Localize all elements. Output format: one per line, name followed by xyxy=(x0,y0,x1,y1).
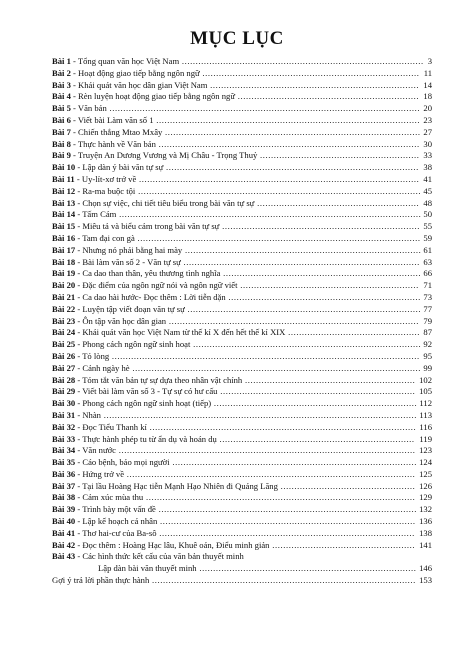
toc-page-number: 146 xyxy=(419,563,432,574)
toc-page-number: 30 xyxy=(423,138,432,149)
toc-page-number: 116 xyxy=(419,421,432,432)
toc-entry-text: Bài 24 - Khái quát văn học Việt Nam từ thế kỉ X đến hết thế kỉ XIX ................................................ xyxy=(52,327,421,338)
toc-entry[interactable] xyxy=(0,528,474,540)
toc-leader-dots: ........................................................... xyxy=(254,197,420,208)
toc-page-number: 102 xyxy=(419,374,432,385)
toc-entry[interactable] xyxy=(0,327,474,339)
toc-page-number: 14 xyxy=(423,79,432,90)
toc-entry[interactable] xyxy=(0,209,474,221)
toc-entry[interactable] xyxy=(0,103,474,115)
toc-entry-label: Bài 14 xyxy=(52,209,76,220)
toc-page-number: 3 xyxy=(427,56,432,66)
toc-entry-title: Chiến thắng Mtao Mxây xyxy=(78,126,163,137)
toc-entry-text: Bài 6 - Viết bài Làm văn số 1 ................................................................................................ xyxy=(52,114,421,125)
toc-entry-label: Bài 6 xyxy=(52,114,71,125)
toc-entry-title: Miêu tả và biểu cảm trong bài văn tự sự xyxy=(82,221,220,232)
toc-page-number: 123 xyxy=(419,445,432,456)
toc-entry[interactable] xyxy=(0,540,474,552)
toc-leader-dots: ................................................................................................ xyxy=(149,575,416,586)
toc-entry-label: Bài 41 xyxy=(52,527,76,538)
toc-page-number: 33 xyxy=(423,150,432,161)
toc-leader-dots: ................................................................. xyxy=(237,280,419,291)
toc-entry-text: Bài 26 - Tỏ lòng ................................................................................................................ xyxy=(52,350,420,361)
toc-entry-title: Ôn tập văn học dân gian xyxy=(82,315,167,326)
toc-page-number: 124 xyxy=(419,457,432,468)
toc-entry-text: Bài 42 - Đọc thêm : Hoàng Hạc lâu, Khuê oán, Điểu minh giản .................................................... xyxy=(52,539,416,550)
toc-entry-text: Bài 16 - Tam đại con gà ....................................................................................................... xyxy=(52,232,421,243)
toc-leader-dots: ................................................................................................ xyxy=(153,114,421,125)
toc-entry[interactable] xyxy=(0,481,474,493)
toc-entry-text xyxy=(52,575,416,587)
toc-entry-label: Bài 19 xyxy=(52,268,76,279)
toc-entry-label: Bài 5 xyxy=(52,103,71,114)
toc-entry-label: Bài 10 xyxy=(52,162,76,173)
toc-entry-label: Bài 43 xyxy=(52,551,76,562)
toc-entry-title: Ca dao than thân, yêu thương tình nghĩa xyxy=(82,268,221,279)
toc-entry[interactable] xyxy=(0,68,474,80)
toc-entry[interactable] xyxy=(0,174,474,186)
toc-entry-text: Bài 11 - Uy-lít-xơ trở về ...................................................................................................... xyxy=(52,173,420,184)
toc-entry[interactable] xyxy=(0,469,474,481)
toc-entry-label: Bài 37 xyxy=(52,480,76,491)
toc-entry-title: Tại lầu Hoàng Hạc tiễn Mạnh Hạo Nhiên đi Quảng Lăng xyxy=(82,480,278,491)
toc-page-number: 125 xyxy=(419,468,432,479)
toc-page-number: 71 xyxy=(423,280,432,291)
toc-entry-text: Bài 34 - Văn nước ............................................................................................................ xyxy=(52,445,416,456)
toc-leader-dots: ........................................................................................... xyxy=(166,315,419,326)
toc-entry[interactable] xyxy=(0,575,474,587)
toc-entry-label: Bài 31 xyxy=(52,409,76,420)
toc-entry-text: Bài 32 - Đọc Tiểu Thanh kí ................................................................................................. xyxy=(52,421,417,432)
toc-entry-text: Bài 15 - Miêu tả và biểu cảm trong bài văn tự sự ........................................................................ xyxy=(52,221,420,232)
toc-entry[interactable] xyxy=(0,434,474,446)
toc-entry-label: Bài 42 xyxy=(52,539,76,550)
toc-page-number: 141 xyxy=(419,539,432,550)
toc-entry-text: Bài 41 - Thơ hai-cư của Ba-sô ............................................................................................. xyxy=(52,527,415,538)
toc-leader-dots: ....................................................................... xyxy=(217,386,416,397)
toc-entry-label: Bài 20 xyxy=(52,280,76,291)
toc-page-number: 11 xyxy=(423,67,432,78)
toc-entry[interactable] xyxy=(0,280,474,292)
toc-leader-dots: ..................................................................................... xyxy=(184,303,422,314)
toc-entry[interactable] xyxy=(0,351,474,363)
toc-page-number: 112 xyxy=(419,398,432,409)
toc-leader-dots: ...................................................................... xyxy=(225,291,421,302)
toc-entry-title: Lập dàn ý bài văn tự sự xyxy=(82,162,164,173)
table-of-contents xyxy=(0,56,474,587)
toc-entry-title: Chọn sự việc, chi tiết tiêu biểu trong bài văn tự sự xyxy=(82,197,255,208)
toc-leader-dots: .......................................................... xyxy=(257,150,420,161)
toc-entry[interactable] xyxy=(0,516,474,528)
toc-entry-title: Đặc điểm của ngôn ngữ nói và ngôn ngữ viết xyxy=(82,280,238,291)
toc-entry[interactable] xyxy=(0,363,474,375)
toc-leader-dots: ............................................................................................. xyxy=(156,527,415,538)
toc-page-number: 63 xyxy=(423,256,432,267)
toc-entry-title: Thực hành về Văn bản xyxy=(77,138,156,149)
toc-entry-text: Bài 1 - Tổng quan văn học Việt Nam ........................................................................................ xyxy=(52,56,424,66)
toc-entry-text xyxy=(98,563,416,575)
toc-entry-label: Bài 11 xyxy=(52,173,75,184)
toc-entry-text: Bài 36 - Hứng trở về ......................................................................................................... xyxy=(52,468,416,479)
toc-leader-dots: .................................................................................................. xyxy=(143,492,416,503)
toc-entry[interactable] xyxy=(0,504,474,516)
toc-leader-dots: ......................................................................................... xyxy=(169,457,417,468)
toc-entry-label: Bài 33 xyxy=(52,433,76,444)
toc-leader-dots: ................................................................................................................ xyxy=(109,350,420,361)
toc-entry[interactable] xyxy=(0,127,474,139)
toc-leader-dots: .................................................................................................................. xyxy=(100,409,418,420)
toc-entry-label: Bài 30 xyxy=(52,398,76,409)
toc-leader-dots: .................................................... xyxy=(269,539,416,550)
toc-entry-title: Lập kế hoạch cá nhân xyxy=(82,516,158,527)
toc-entry-title: Tấm Cám xyxy=(82,209,117,220)
toc-entry[interactable] xyxy=(0,186,474,198)
toc-entry-title: Viết bài làm văn số 3 - Tự sự có hư cấu xyxy=(82,386,218,397)
toc-page-number: 45 xyxy=(423,185,432,196)
toc-entry-label: Bài 25 xyxy=(52,339,76,350)
toc-entry-title: Ra-ma buộc tội xyxy=(82,185,136,196)
toc-entry-label: Bài 9 xyxy=(52,150,71,161)
toc-entry-text: Bài 18 - Bài làm văn số 2 - Văn tự sự ...................................................................................... xyxy=(52,256,420,267)
toc-leader-dots: .............................................................................................................. xyxy=(116,209,422,220)
toc-entry-label: Bài 21 xyxy=(52,291,76,302)
toc-entry-title: Bài làm văn số 2 - Văn tự sự xyxy=(82,256,181,267)
toc-page-number: 50 xyxy=(423,209,432,220)
toc-entry-text: Bài 27 - Cảnh ngày hè ......................................................................................................... xyxy=(52,362,421,373)
toc-page-number: 55 xyxy=(423,221,432,232)
toc-entry-text: Bài 37 - Tại lầu Hoàng Hạc tiễn Mạnh Hạo Nhiên đi Quảng Lăng ................................................. xyxy=(52,480,416,491)
toc-entry[interactable] xyxy=(0,245,474,257)
toc-entry-title: Khái quát văn học Việt Nam từ thế kỉ X đến hết thế kỉ XIX xyxy=(82,327,286,338)
toc-entry[interactable] xyxy=(0,445,474,457)
toc-entry-title: Đọc thêm : Hoàng Hạc lâu, Khuê oán, Điểu minh giản xyxy=(82,539,270,550)
toc-entry-text: Bài 43 - Các hình thức kết cấu của văn bản thuyết minh xyxy=(52,551,244,562)
toc-page-number: 77 xyxy=(423,303,432,314)
toc-page-number: 129 xyxy=(419,492,432,503)
toc-entry-text: Bài 17 - Nhưng nó phải bằng hai mày ...................................................................................... xyxy=(52,244,422,255)
toc-leader-dots: ....................................................................... xyxy=(216,433,415,444)
toc-page-number: 61 xyxy=(423,244,432,255)
toc-entry[interactable] xyxy=(0,268,474,280)
toc-entry-label: Bài 2 xyxy=(52,67,71,78)
toc-leader-dots: ................................................................................... xyxy=(190,339,422,350)
toc-leader-dots: .......................................................................... xyxy=(211,398,418,409)
toc-leader-dots: ....................................................................................................... xyxy=(134,232,421,243)
toc-entry-text: Bài 10 - Lập dàn ý bài văn tự sự ............................................................................................ xyxy=(52,162,419,173)
toc-entry[interactable] xyxy=(0,457,474,469)
toc-page-number: 18 xyxy=(423,91,432,102)
toc-entry[interactable] xyxy=(0,198,474,210)
toc-entry[interactable] xyxy=(0,292,474,304)
toc-entry[interactable] xyxy=(0,56,474,68)
toc-leader-dots: .............................................................. xyxy=(242,374,416,385)
toc-page-number: 59 xyxy=(423,232,432,243)
toc-entry-title: Cảm xúc mùa thu xyxy=(82,492,144,503)
toc-entry-title: Các hình thức kết cấu của văn bản thuyết minh xyxy=(82,551,244,562)
toc-entry-label: Bài 4 xyxy=(52,91,71,102)
toc-entry-label: Bài 15 xyxy=(52,221,76,232)
toc-entry-text: Bài 12 - Ra-ma buộc tội ....................................................................................................... xyxy=(52,185,422,196)
toc-leader-dots: ............................................................................................. xyxy=(162,126,421,137)
page-title: MỤC LỤC xyxy=(190,28,284,49)
toc-page-number: 87 xyxy=(423,327,432,338)
toc-entry[interactable] xyxy=(0,80,474,92)
toc-entry[interactable] xyxy=(0,386,474,398)
toc-entry-text: Bài 35 - Cáo bệnh, bảo mọi người ......................................................................................... xyxy=(52,457,417,468)
toc-entry-title: Viết bài Làm văn số 1 xyxy=(77,114,154,125)
toc-entry[interactable] xyxy=(0,339,474,351)
toc-entry-label: Bài 1 xyxy=(52,56,71,66)
toc-entry-text: Bài 29 - Viết bài làm văn số 3 - Tự sự có hư cấu ....................................................................... xyxy=(52,386,416,397)
toc-entry-title: Cáo bệnh, bảo mọi người xyxy=(82,457,170,468)
toc-entry-label: Bài 38 xyxy=(52,492,76,503)
toc-page-number: 95 xyxy=(423,350,432,361)
toc-page-number: 126 xyxy=(419,480,432,491)
toc-leader-dots: ............................................................................................... xyxy=(155,138,420,149)
toc-leader-dots: ......................................................................................................... xyxy=(129,362,421,373)
toc-entry[interactable] xyxy=(0,398,474,410)
toc-entry-text: Bài 14 - Tấm Cám .............................................................................................................. xyxy=(52,209,422,220)
toc-entry-text: Bài 4 - Rèn luyện hoạt động giao tiếp bằng ngôn ngữ .................................................................. xyxy=(52,91,420,102)
toc-leader-dots: ............................................................................ xyxy=(207,79,420,90)
toc-page-number: 48 xyxy=(423,197,432,208)
toc-entry-title: Tổng quan văn học Việt Nam xyxy=(77,56,180,66)
toc-page-number: 79 xyxy=(423,315,432,326)
toc-entry-text: Bài 25 - Phong cách ngôn ngữ sinh hoạt ................................................................................... xyxy=(52,339,422,350)
toc-entry-title: Văn bản xyxy=(77,103,107,114)
toc-entry[interactable] xyxy=(0,304,474,316)
toc-page-number: 105 xyxy=(419,386,432,397)
toc-leader-dots: ...................................................................................................... xyxy=(136,173,420,184)
toc-entry-title: Truyện An Dương Vương và Mị Châu - Trọng Thuỷ xyxy=(77,150,258,161)
toc-entry-label: Bài 22 xyxy=(52,303,76,314)
toc-entry-title: Ca dao hài hước- Đọc thêm : Lời tiễn dặn xyxy=(82,291,226,302)
toc-entry[interactable] xyxy=(0,233,474,245)
toc-entry[interactable] xyxy=(0,422,474,434)
toc-entry-title: Phong cách ngôn ngữ sinh hoạt xyxy=(82,339,191,350)
toc-page-number: 23 xyxy=(423,114,432,125)
toc-entry[interactable] xyxy=(0,410,474,422)
toc-page-number: 92 xyxy=(423,339,432,350)
toc-leader-dots: .................................................................. xyxy=(234,91,420,102)
toc-entry-title: Tỏ lòng xyxy=(82,350,110,361)
toc-entry-label: Bài 32 xyxy=(52,421,76,432)
toc-entry-text: Bài 21 - Ca dao hài hước- Đọc thêm : Lời tiễn dặn ...................................................................... xyxy=(52,291,421,302)
toc-entry-label: Bài 23 xyxy=(52,315,76,326)
toc-leader-dots: ...................................................................................... xyxy=(182,244,422,255)
toc-entry-text: Bài 30 - Phong cách ngôn ngữ sinh hoạt (tiếp) .......................................................................... xyxy=(52,398,418,409)
toc-entry-label: Bài 28 xyxy=(52,374,76,385)
toc-page-number: 66 xyxy=(423,268,432,279)
toc-entry[interactable] xyxy=(0,221,474,233)
toc-entry[interactable] xyxy=(0,162,474,174)
toc-entry-label: Bài 27 xyxy=(52,362,76,373)
toc-entry-title: Tóm tắt văn bản tự sự dựa theo nhân vật chính xyxy=(82,374,243,385)
toc-leader-dots: ............................................................................................................ xyxy=(115,445,416,456)
toc-entry-text: Bài 23 - Ôn tập văn học dân gian ........................................................................................... xyxy=(52,315,419,326)
toc-entry-text: Bài 31 - Nhàn .................................................................................................................. xyxy=(52,409,418,420)
toc-page-number: 41 xyxy=(423,173,432,184)
toc-entry-text: Bài 3 - Khái quát văn học dân gian Việt Nam ............................................................................ xyxy=(52,79,420,90)
toc-leader-dots: ....................................................................................................... xyxy=(135,185,422,196)
toc-entry-title: Nhàn xyxy=(82,409,101,420)
toc-entry-label: Bài 24 xyxy=(52,327,76,338)
toc-entry-title: Uy-lít-xơ trở về xyxy=(81,173,137,184)
toc-entry[interactable] xyxy=(0,375,474,387)
toc-entry[interactable] xyxy=(0,257,474,269)
toc-entry-label: Bài 7 xyxy=(52,126,71,137)
toc-leader-dots: .............................................................................................. xyxy=(155,504,417,515)
toc-entry-label: Bài 17 xyxy=(52,244,76,255)
toc-page-number: 73 xyxy=(423,291,432,302)
toc-leader-dots: ...................................................................................... xyxy=(180,256,420,267)
toc-entry-label: Bài 40 xyxy=(52,516,76,527)
toc-leader-dots: ............................................................................... xyxy=(199,67,420,78)
toc-entry-text: Bài 38 - Cảm xúc mùa thu .................................................................................................. xyxy=(52,492,416,503)
toc-entry-title: Hoạt động giao tiếp bằng ngôn ngữ xyxy=(78,67,200,78)
toc-entry-text: Bài 40 - Lập kế hoạch cá nhân ............................................................................................. xyxy=(52,516,416,527)
toc-entry[interactable] xyxy=(0,115,474,127)
toc-entry-text: Bài 8 - Thực hành về Văn bản ............................................................................................... xyxy=(52,138,420,149)
toc-entry-title: Rèn luyện hoạt động giao tiếp bằng ngôn ngữ xyxy=(78,91,235,102)
toc-entry[interactable] xyxy=(0,563,474,575)
toc-leader-dots: ........................................................................ xyxy=(219,221,420,232)
toc-entry-title: Hứng trở về xyxy=(82,468,125,479)
toc-leader-dots: ................................................................................................. xyxy=(146,421,417,432)
toc-entry[interactable] xyxy=(0,492,474,504)
toc-entry-title: Văn nước xyxy=(82,445,116,456)
toc-entry-label: Bài 12 xyxy=(52,185,76,196)
toc-entry-title: Tam đại con gà xyxy=(82,232,135,243)
toc-entry-text: Bài 5 - Văn bản ................................................................................................................. xyxy=(52,103,421,114)
toc-entry-text: Bài 33 - Thực hành phép tu từ ẩn dụ và hoán dụ ....................................................................... xyxy=(52,433,415,444)
toc-leader-dots: ............................................................................... xyxy=(196,563,417,574)
toc-page-number: 138 xyxy=(419,527,432,538)
toc-entry[interactable] xyxy=(0,316,474,328)
toc-entry-text: Bài 9 - Truyện An Dương Vương và Mị Châu - Trọng Thuỷ .......................................................... xyxy=(52,150,420,161)
toc-entry-label: Bài 3 xyxy=(52,79,71,90)
toc-entry-label: Bài 34 xyxy=(52,445,76,456)
toc-leader-dots: ............................................................................................. xyxy=(157,516,416,527)
toc-entry[interactable] xyxy=(0,139,474,151)
toc-entry-title: Thơ hai-cư của Ba-sô xyxy=(82,527,157,538)
toc-leader-dots: ......................................................................................................... xyxy=(124,468,416,479)
toc-entry[interactable] xyxy=(0,551,474,563)
toc-entry-title: Luyện tập viết đoạn văn tự sự xyxy=(82,303,185,314)
toc-entry-title: Khái quát văn học dân gian Việt Nam xyxy=(78,79,208,90)
toc-page-number: 132 xyxy=(419,504,432,515)
toc-leader-dots: ........................................................................................ xyxy=(179,56,424,66)
toc-entry-label: Bài 36 xyxy=(52,468,76,479)
toc-entry[interactable] xyxy=(0,91,474,103)
toc-entry-text: Bài 19 - Ca dao than thân, yêu thương tình nghĩa ........................................................................ xyxy=(52,268,422,279)
toc-leader-dots: ................................................. xyxy=(277,480,416,491)
toc-entry-label: Bài 26 xyxy=(52,350,76,361)
toc-entry-text: Bài 20 - Đặc điểm của ngôn ngữ nói và ngôn ngữ viết ................................................................. xyxy=(52,280,419,291)
toc-entry-text: Bài 28 - Tóm tắt văn bản tự sự dựa theo nhân vật chính .............................................................. xyxy=(52,374,416,385)
toc-page-number: 99 xyxy=(423,362,432,373)
toc-entry-text: Bài 39 - Trình bày một vấn đề .............................................................................................. xyxy=(52,504,417,515)
toc-entry-title: Trình bày một vấn đề xyxy=(82,504,156,515)
toc-entry-label: Bài 18 xyxy=(52,256,76,267)
toc-page-number: 119 xyxy=(419,433,432,444)
toc-page-number: 38 xyxy=(423,162,432,173)
toc-entry-text: Bài 22 - Luyện tập viết đoạn văn tự sự ..................................................................................... xyxy=(52,303,422,314)
toc-page-number: 136 xyxy=(419,516,432,527)
toc-entry-title: Đọc Tiểu Thanh kí xyxy=(82,421,147,432)
toc-entry-text: Bài 7 - Chiến thắng Mtao Mxây ............................................................................................. xyxy=(52,126,421,137)
toc-entry-title: Nhưng nó phải bằng hai mày xyxy=(82,244,183,255)
toc-entry-label: Bài 13 xyxy=(52,197,76,208)
toc-entry-text: Bài 13 - Chọn sự việc, chi tiết tiêu biểu trong bài văn tự sự ........................................................... xyxy=(52,197,420,208)
toc-entry-label: Bài 16 xyxy=(52,232,76,243)
toc-entry-label: Bài 29 xyxy=(52,386,76,397)
toc-leader-dots: ........................................................................ xyxy=(220,268,422,279)
toc-leader-dots: ................................................................................................................. xyxy=(106,103,421,114)
toc-entry-title: Lập dàn bài văn thuyết minh xyxy=(98,563,197,574)
toc-leader-dots: ............................................................................................ xyxy=(163,162,419,173)
toc-page-number: 153 xyxy=(419,575,432,586)
toc-page-number: 27 xyxy=(423,126,432,137)
toc-entry-label: Bài 35 xyxy=(52,457,76,468)
toc-leader-dots: ................................................ xyxy=(285,327,421,338)
toc-entry-label: Bài 8 xyxy=(52,138,71,149)
toc-entry-label: Bài 39 xyxy=(52,504,76,515)
toc-entry-title: Thực hành phép tu từ ẩn dụ và hoán dụ xyxy=(82,433,217,444)
toc-entry-title: Gợi ý trả lời phần thực hành xyxy=(52,575,150,586)
toc-entry-title: Cảnh ngày hè xyxy=(82,362,130,373)
toc-page-number: 20 xyxy=(423,103,432,114)
toc-entry-text: Bài 2 - Hoạt động giao tiếp bằng ngôn ngữ ............................................................................... xyxy=(52,67,420,78)
toc-entry[interactable] xyxy=(0,150,474,162)
toc-entry-title: Phong cách ngôn ngữ sinh hoạt (tiếp) xyxy=(82,398,212,409)
toc-page-number: 113 xyxy=(419,409,432,420)
